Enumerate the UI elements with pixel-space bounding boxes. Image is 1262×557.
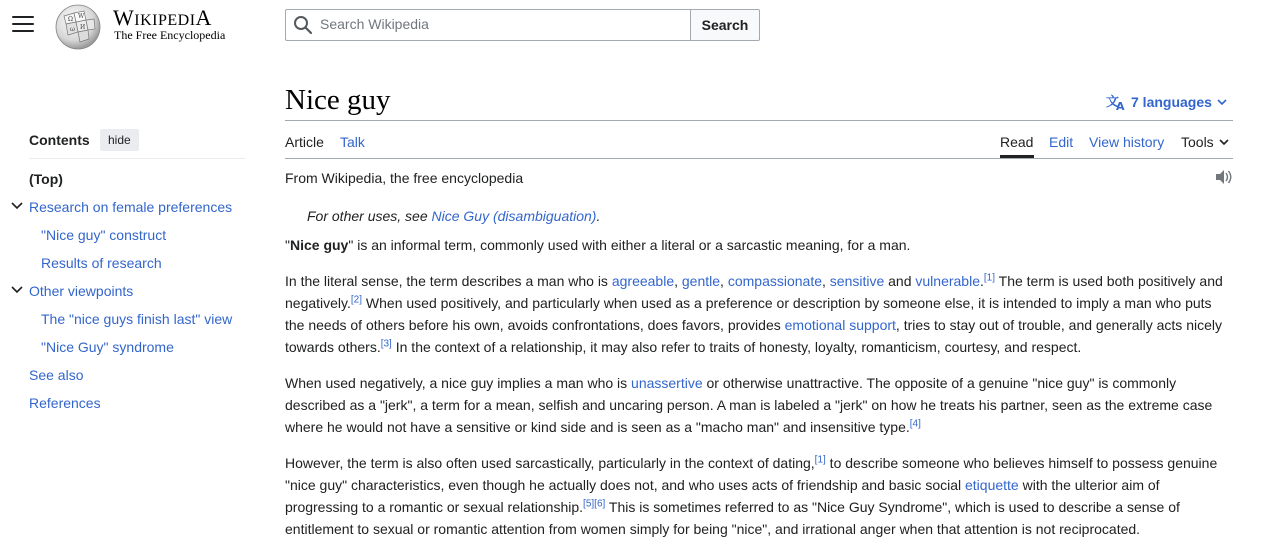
chevron-down-icon[interactable] bbox=[11, 284, 23, 296]
svg-text:И: И bbox=[80, 24, 86, 31]
chevron-down-icon bbox=[1219, 138, 1229, 146]
svg-text:文: 文 bbox=[1106, 95, 1120, 110]
toc-item-other-viewpoints[interactable]: Other viewpoints bbox=[29, 283, 134, 299]
link-gentle[interactable]: gentle bbox=[681, 273, 721, 289]
toc-item-nice-guys-finish-last[interactable]: The "nice guys finish last" view bbox=[41, 311, 233, 327]
main-menu-button[interactable] bbox=[12, 16, 34, 34]
translate-icon bbox=[1106, 93, 1126, 111]
text: and bbox=[884, 273, 916, 289]
text: , bbox=[720, 273, 728, 289]
link-emotional-support[interactable]: emotional support bbox=[784, 317, 896, 333]
text: " is an informal term, commonly used with either a literal or a sarcastic meaning, for a man. bbox=[348, 237, 911, 253]
toc-item-nice-guy-construct[interactable]: "Nice guy" construct bbox=[41, 227, 167, 243]
site-subtitle: From Wikipedia, the free encyclopedia bbox=[285, 170, 524, 186]
wikipedia-globe-icon[interactable] bbox=[54, 2, 102, 50]
toc-item-results-of-research[interactable]: Results of research bbox=[41, 255, 162, 271]
text: However, the term is also often used sarcastically, particularly in the context of dating, bbox=[285, 455, 815, 471]
tab-view-history[interactable]: View history bbox=[1089, 134, 1165, 150]
tabs-divider bbox=[285, 158, 1233, 159]
citation-link[interactable]: [5] bbox=[583, 498, 595, 510]
title-divider bbox=[285, 120, 1233, 121]
tab-talk[interactable]: Talk bbox=[340, 134, 365, 150]
citation-link[interactable]: [1] bbox=[983, 272, 996, 284]
hatnote-text: For other uses, see bbox=[307, 208, 432, 224]
page-title: Nice guy bbox=[285, 84, 391, 116]
toc-item-see-also[interactable]: See also bbox=[29, 367, 84, 383]
toc-divider bbox=[29, 158, 245, 159]
text: In the context of a relationship, it may also refer to traits of honesty, loyalty, romanticism, courtesy, and respect. bbox=[391, 339, 1082, 355]
svg-text:ω: ω bbox=[70, 26, 75, 33]
wordmark-small-caps: IKIPEDI bbox=[134, 12, 196, 29]
text: or otherwise unattractive. The opposite of a genuine "nice guy" is commonly described as a "jerk", a term for a mean, selfish and uncaring person. A man is labeled a "jerk" on how he treats his partner, seen as the extreme case where he would not have a sensitive or kind side and is seen as a "macho man" and insensitive type. bbox=[285, 375, 1213, 435]
link-agreeable[interactable]: agreeable bbox=[611, 273, 675, 289]
wordmark-letter: W bbox=[113, 5, 135, 30]
text: , bbox=[822, 273, 830, 289]
languages-button[interactable] bbox=[1106, 93, 1227, 111]
hatnote-text: . bbox=[596, 208, 601, 224]
tools-label: Tools bbox=[1181, 134, 1214, 150]
tab-edit[interactable]: Edit bbox=[1049, 134, 1074, 150]
text: with the ulterior aim of progressing to a romantic or sexual relationship. bbox=[285, 477, 1160, 515]
tab-read[interactable]: Read bbox=[1000, 134, 1034, 150]
text: This is sometimes referred to as "Nice Guy Syndrome", which is used to describe a sense of entitlement to sexual or romantic attention from women simply for being "nice", and irrational anger when that attention is not reciprocated. bbox=[285, 499, 1180, 537]
toc-hide-button[interactable]: hide bbox=[100, 129, 139, 151]
languages-label: 7 languages bbox=[1131, 94, 1212, 110]
toc-title: Contents bbox=[29, 132, 90, 148]
toc-item-top[interactable]: (Top) bbox=[29, 171, 63, 187]
text: The term is used both positively and negatively. bbox=[285, 273, 1223, 311]
text: to describe someone who believes himself to possess genuine "nice guy" characteristics, even though he actually does not, and who uses acts of friendship and basic social bbox=[285, 455, 1218, 493]
link-compassionate[interactable]: compassionate bbox=[727, 273, 822, 289]
text: , bbox=[674, 273, 682, 289]
search-button[interactable]: Search bbox=[690, 9, 760, 41]
svg-text:Ω: Ω bbox=[68, 16, 73, 23]
bold-term: Nice guy bbox=[289, 237, 349, 253]
text: , tries to stay out of trouble, and generally acts nicely towards others. bbox=[285, 317, 1222, 355]
toc-item-research-on-female-preferences[interactable]: Research on female preferences bbox=[29, 199, 233, 215]
negative-sense-paragraph bbox=[285, 372, 1233, 438]
text: When used negatively, a nice guy implies a man who is bbox=[285, 375, 632, 391]
menu-icon-bar bbox=[12, 30, 34, 32]
search-input[interactable] bbox=[320, 10, 680, 38]
svg-text:W: W bbox=[78, 13, 85, 20]
link-vulnerable[interactable]: vulnerable bbox=[915, 273, 980, 289]
intro-paragraph bbox=[285, 234, 1233, 256]
text: In the literal sense, the term describes a man who is bbox=[285, 273, 612, 289]
citation-link[interactable]: [3] bbox=[380, 338, 392, 350]
chevron-down-icon[interactable] bbox=[11, 200, 23, 212]
citation-link[interactable]: [1] bbox=[814, 454, 826, 466]
tools-menu[interactable] bbox=[1181, 134, 1229, 150]
literal-sense-paragraph bbox=[285, 270, 1233, 358]
wordmark-letter: A bbox=[195, 5, 212, 30]
wikipedia-tagline: The Free Encyclopedia bbox=[114, 28, 226, 42]
sarcastic-sense-paragraph bbox=[285, 452, 1233, 540]
audio-speaker-icon[interactable] bbox=[1212, 168, 1234, 186]
text: When used positively, and particularly when used as a preference or description by someone else, it is intended to imply a man who puts the needs of others before his own, avoids confrontations, does favors, provides bbox=[285, 295, 1212, 333]
tab-article[interactable]: Article bbox=[285, 134, 324, 150]
citation-link[interactable]: [4] bbox=[909, 418, 921, 430]
disambiguation-link[interactable]: Nice Guy (disambiguation) bbox=[431, 208, 597, 224]
chevron-down-icon bbox=[1217, 98, 1227, 106]
search-icon bbox=[293, 15, 313, 35]
text: " bbox=[285, 237, 290, 253]
citation-link[interactable]: [6] bbox=[594, 498, 606, 510]
toc-item-references[interactable]: References bbox=[29, 395, 101, 411]
citation-link[interactable]: [2] bbox=[350, 294, 363, 306]
menu-icon-bar bbox=[12, 16, 34, 18]
menu-icon-bar bbox=[12, 23, 34, 25]
text: . bbox=[980, 273, 984, 289]
link-sensitive[interactable]: sensitive bbox=[829, 273, 885, 289]
link-unassertive[interactable]: unassertive bbox=[631, 375, 703, 391]
svg-text:A: A bbox=[1116, 100, 1125, 111]
toc-item-nice-guy-syndrome[interactable]: "Nice Guy" syndrome bbox=[41, 339, 174, 355]
hatnote bbox=[307, 208, 600, 224]
link-etiquette[interactable]: etiquette bbox=[965, 477, 1019, 493]
